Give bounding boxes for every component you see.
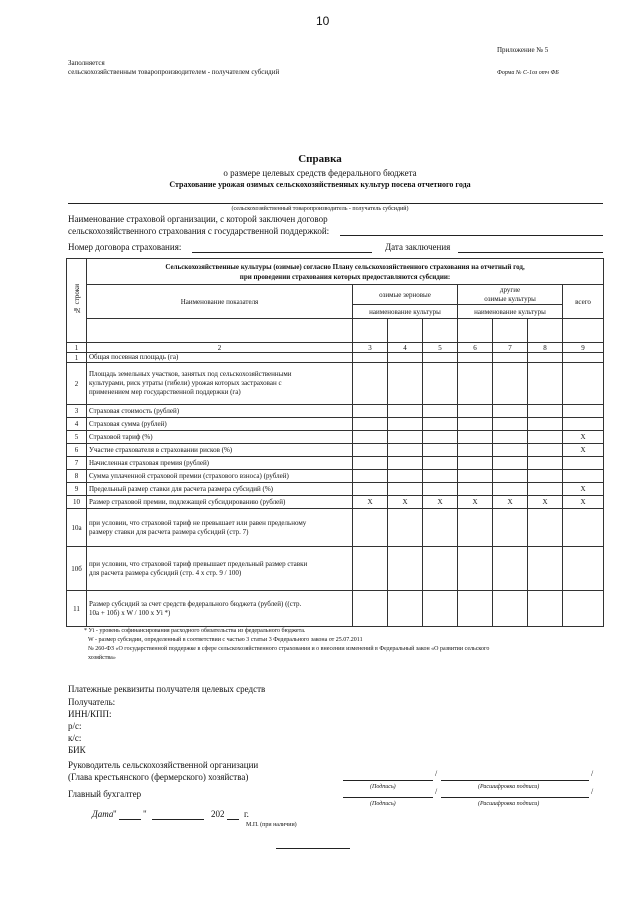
value-cell[interactable] [423, 483, 458, 496]
value-cell[interactable] [423, 363, 458, 405]
value-cell[interactable] [563, 470, 604, 483]
row-label: Страховая стоимость (рублей) [87, 405, 353, 418]
value-cell[interactable] [528, 431, 563, 444]
head-slash-2: / [591, 769, 594, 778]
value-cell[interactable] [493, 547, 528, 591]
value-cell[interactable] [353, 547, 388, 591]
table-row [67, 363, 604, 405]
value-cell[interactable] [353, 405, 388, 418]
indicator-header: Наименование показателя [87, 285, 353, 319]
payment-inn: ИНН/КПП: [68, 709, 112, 719]
contract-number-label: Номер договора страхования: [68, 242, 182, 252]
value-cell[interactable] [353, 353, 388, 363]
recipient-line [68, 203, 603, 204]
value-cell[interactable] [423, 418, 458, 431]
value-cell[interactable] [353, 483, 388, 496]
value-cell[interactable] [423, 457, 458, 470]
row-number: 10а [67, 509, 87, 547]
value-cell[interactable] [388, 444, 423, 457]
row-number: 10 [67, 496, 87, 509]
total-header: всего [563, 285, 604, 319]
payment-bik: БИК [68, 745, 86, 755]
row-number: 7 [67, 457, 87, 470]
value-cell[interactable] [388, 509, 423, 547]
footnote-1: * Уi - уровень софинансирования расходного обязательства из федерального бюджета. [84, 628, 306, 634]
value-cell: X [563, 483, 604, 496]
value-cell[interactable] [458, 444, 493, 457]
contract-date-label: Дата заключения [385, 242, 451, 252]
table-row [67, 418, 604, 431]
value-cell[interactable] [388, 483, 423, 496]
payment-ks: к/с: [68, 733, 82, 743]
page-number: 10 [316, 14, 330, 28]
value-cell[interactable] [563, 457, 604, 470]
value-cell[interactable] [528, 509, 563, 547]
head-signature-line[interactable] [343, 780, 433, 781]
value-cell[interactable] [458, 353, 493, 363]
value-cell[interactable] [388, 470, 423, 483]
insurer-input-line[interactable] [340, 235, 603, 236]
row-label: при условии, что страховой тариф превышает предельный размер ставки для расчета размера субсидий (стр. 4 х стр. 9 / 100) [87, 547, 353, 591]
footnote-3: № 260-ФЗ «О государственной поддержке в сфере сельскохозяйственного страхования и о внесении изменений в Федеральный закон «О развитии сельского [88, 646, 490, 652]
form-code: Форма № С-1оз отч ФБ [497, 70, 559, 76]
value-cell[interactable] [353, 363, 388, 405]
value-cell[interactable] [528, 457, 563, 470]
accountant-decode-line[interactable] [441, 797, 589, 798]
table-row [67, 444, 604, 457]
recipient-caption: (сельскохозяйственный товаропроизводитель - получатель субсидий) [231, 206, 409, 212]
value-cell[interactable] [458, 470, 493, 483]
row-number: 5 [67, 431, 87, 444]
row-number: 2 [67, 363, 87, 405]
value-cell[interactable] [563, 363, 604, 405]
value-cell[interactable] [388, 405, 423, 418]
other-crops-header: другие озимые культуры [458, 285, 563, 305]
value-cell[interactable] [528, 405, 563, 418]
document-subtitle-2: Страхование урожая озимых сельскохозяйственных культур посева отчетного года [169, 180, 471, 189]
stamp-label: М.П. (при наличии) [246, 822, 297, 828]
value-cell[interactable] [388, 457, 423, 470]
value-cell: X [353, 496, 388, 509]
accountant-signature-caption: (Подпись) [370, 801, 396, 807]
table-row [67, 483, 604, 496]
bottom-rule [276, 848, 350, 849]
value-cell[interactable] [353, 444, 388, 457]
value-cell[interactable] [388, 418, 423, 431]
value-cell[interactable] [423, 547, 458, 591]
table-row [67, 405, 604, 418]
value-cell[interactable] [493, 509, 528, 547]
date-year-prefix: 202 [211, 809, 225, 819]
value-cell: X [493, 496, 528, 509]
value-cell[interactable] [423, 444, 458, 457]
accountant-slash-2: / [591, 787, 594, 796]
value-cell[interactable] [353, 591, 388, 627]
row-number: 10б [67, 547, 87, 591]
value-cell[interactable] [388, 547, 423, 591]
table-row [67, 431, 604, 444]
value-cell[interactable] [423, 353, 458, 363]
head-decode-line[interactable] [441, 780, 589, 781]
value-cell[interactable] [563, 509, 604, 547]
date-label: Дата [92, 809, 114, 819]
value-cell[interactable] [493, 431, 528, 444]
row-label: Сумма уплаченной страховой премии (страхового взноса) (рублей) [87, 470, 353, 483]
value-cell: X [563, 444, 604, 457]
value-cell[interactable] [493, 444, 528, 457]
value-cell[interactable] [388, 591, 423, 627]
payment-recipient: Получатель: [68, 697, 116, 707]
table-row [67, 353, 604, 363]
grain-crop-name: наименование культуры [353, 305, 458, 319]
value-cell: X [563, 496, 604, 509]
contract-date-input-line[interactable] [458, 252, 603, 253]
value-cell[interactable] [458, 431, 493, 444]
document-title: Справка [298, 153, 342, 165]
insurer-label-1: Наименование страховой организации, с которой заключен договор [68, 214, 328, 224]
value-cell[interactable] [493, 363, 528, 405]
row-label: Начисленная страховая премия (рублей) [87, 457, 353, 470]
value-cell: X [423, 496, 458, 509]
crops-header: Сельскохозяйственные культуры (озимые) согласно Плану сельскохозяйственного страхования на отчетный год, при проведении страхования которых предоставляются субсидии: [87, 259, 604, 285]
accountant-signature-line[interactable] [343, 797, 433, 798]
value-cell[interactable] [493, 591, 528, 627]
value-cell[interactable] [528, 353, 563, 363]
footnote-4: хозяйства» [88, 655, 116, 661]
value-cell[interactable] [528, 470, 563, 483]
row-label: Общая посевная площадь (га) [87, 353, 353, 363]
head-signature-caption: (Подпись) [370, 784, 396, 790]
date-quote-close: " [143, 809, 147, 819]
head-slash-1: / [435, 769, 438, 778]
value-cell[interactable] [353, 457, 388, 470]
table-row [67, 470, 604, 483]
value-cell[interactable] [423, 431, 458, 444]
row-number-header: № строки [67, 259, 87, 343]
value-cell[interactable] [353, 418, 388, 431]
accountant-decode-caption: (Расшифровка подписи) [478, 801, 540, 807]
row-number: 11 [67, 591, 87, 627]
row-label: Размер субсидий за счет средств федерального бюджета (рублей) ((стр. 10а + 10б) х W / 100 х Уi *) [87, 591, 353, 627]
subsidy-table [66, 258, 604, 627]
value-cell[interactable] [493, 418, 528, 431]
row-number: 3 [67, 405, 87, 418]
value-cell: X [388, 496, 423, 509]
value-cell[interactable] [563, 547, 604, 591]
value-cell[interactable] [528, 483, 563, 496]
value-cell[interactable] [458, 591, 493, 627]
column-numbers-row: 1 2 3 4 5 6 7 8 9 [67, 343, 604, 353]
value-cell[interactable] [563, 418, 604, 431]
contract-number-input-line[interactable] [192, 252, 372, 253]
value-cell[interactable] [423, 509, 458, 547]
table-row [67, 547, 604, 591]
filled-by-line-2: сельскохозяйственным товаропроизводителем - получателем субсидий [68, 68, 280, 76]
value-cell[interactable] [528, 418, 563, 431]
filled-by-line-1: Заполняется [68, 59, 105, 67]
other-crop-name: наименование культуры [458, 305, 563, 319]
value-cell[interactable] [458, 405, 493, 418]
document-subtitle: о размере целевых средств федерального бюджета [223, 168, 417, 178]
value-cell[interactable] [423, 591, 458, 627]
value-cell[interactable] [563, 353, 604, 363]
appendix-label: Приложение № 5 [497, 46, 549, 54]
row-number: 1 [67, 353, 87, 363]
value-cell[interactable] [563, 405, 604, 418]
row-number: 8 [67, 470, 87, 483]
grain-crops-header: озимые зерновые [353, 285, 458, 305]
value-cell[interactable] [353, 470, 388, 483]
table-row [67, 457, 604, 470]
value-cell[interactable] [528, 547, 563, 591]
value-cell[interactable] [528, 591, 563, 627]
value-cell[interactable] [528, 444, 563, 457]
value-cell: X [563, 431, 604, 444]
value-cell[interactable] [563, 591, 604, 627]
payment-rs: р/с: [68, 721, 82, 731]
payment-title: Платежные реквизиты получателя целевых средств [68, 684, 266, 694]
value-cell[interactable] [353, 509, 388, 547]
row-label: Площадь земельных участков, занятых под сельскохозяйственными культурами, риск утраты (гибели) урожая которых застрахован с применением мер государственной поддержки (га) [87, 363, 353, 405]
row-number: 9 [67, 483, 87, 496]
value-cell[interactable] [423, 470, 458, 483]
value-cell[interactable] [388, 353, 423, 363]
head-label-2: (Глава крестьянского (фермерского) хозяйства) [68, 772, 249, 782]
date-year-line[interactable] [227, 819, 239, 820]
row-label: Участие страхователя в страховании рисков (%) [87, 444, 353, 457]
row-label: Размер страховой премии, подлежащей субсидированию (рублей) [87, 496, 353, 509]
value-cell: X [458, 496, 493, 509]
value-cell[interactable] [493, 483, 528, 496]
footnote-2: W - размер субсидии, определенный в соответствии с частью 3 статьи 3 Федерального закона от 25.07.2011 [88, 637, 363, 643]
value-cell[interactable] [353, 431, 388, 444]
value-cell[interactable] [493, 457, 528, 470]
row-label: Предельный размер ставки для расчета размера субсидий (%) [87, 483, 353, 496]
value-cell[interactable] [528, 363, 563, 405]
value-cell[interactable] [493, 405, 528, 418]
date-quote-open: " [113, 809, 117, 819]
row-number: 4 [67, 418, 87, 431]
table-row [67, 496, 604, 509]
date-month-line[interactable] [152, 819, 204, 820]
row-label: при условии, что страховой тариф не превышает или равен предельному размеру ставки для расчета размера субсидий (стр. 7) [87, 509, 353, 547]
head-label-1: Руководитель сельскохозяйственной организации [68, 760, 259, 770]
table-row [67, 591, 604, 627]
value-cell[interactable] [493, 353, 528, 363]
value-cell[interactable] [458, 483, 493, 496]
accountant-slash-1: / [435, 787, 438, 796]
date-day-line[interactable] [119, 819, 141, 820]
value-cell[interactable] [423, 405, 458, 418]
row-label: Страховая сумма (рублей) [87, 418, 353, 431]
accountant-label: Главный бухгалтер [68, 789, 142, 799]
value-cell: X [528, 496, 563, 509]
value-cell[interactable] [493, 470, 528, 483]
value-cell[interactable] [388, 431, 423, 444]
date-year-suffix: г. [244, 809, 249, 819]
row-label: Страховой тариф (%) [87, 431, 353, 444]
value-cell[interactable] [458, 418, 493, 431]
value-cell[interactable] [458, 363, 493, 405]
table-row [67, 509, 604, 547]
insurer-label-2: сельскохозяйственного страхования с государственной поддержкой: [68, 226, 330, 236]
head-decode-caption: (Расшифровка подписи) [478, 784, 540, 790]
value-cell[interactable] [388, 363, 423, 405]
value-cell[interactable] [458, 457, 493, 470]
row-number: 6 [67, 444, 87, 457]
value-cell[interactable] [458, 547, 493, 591]
value-cell[interactable] [458, 509, 493, 547]
